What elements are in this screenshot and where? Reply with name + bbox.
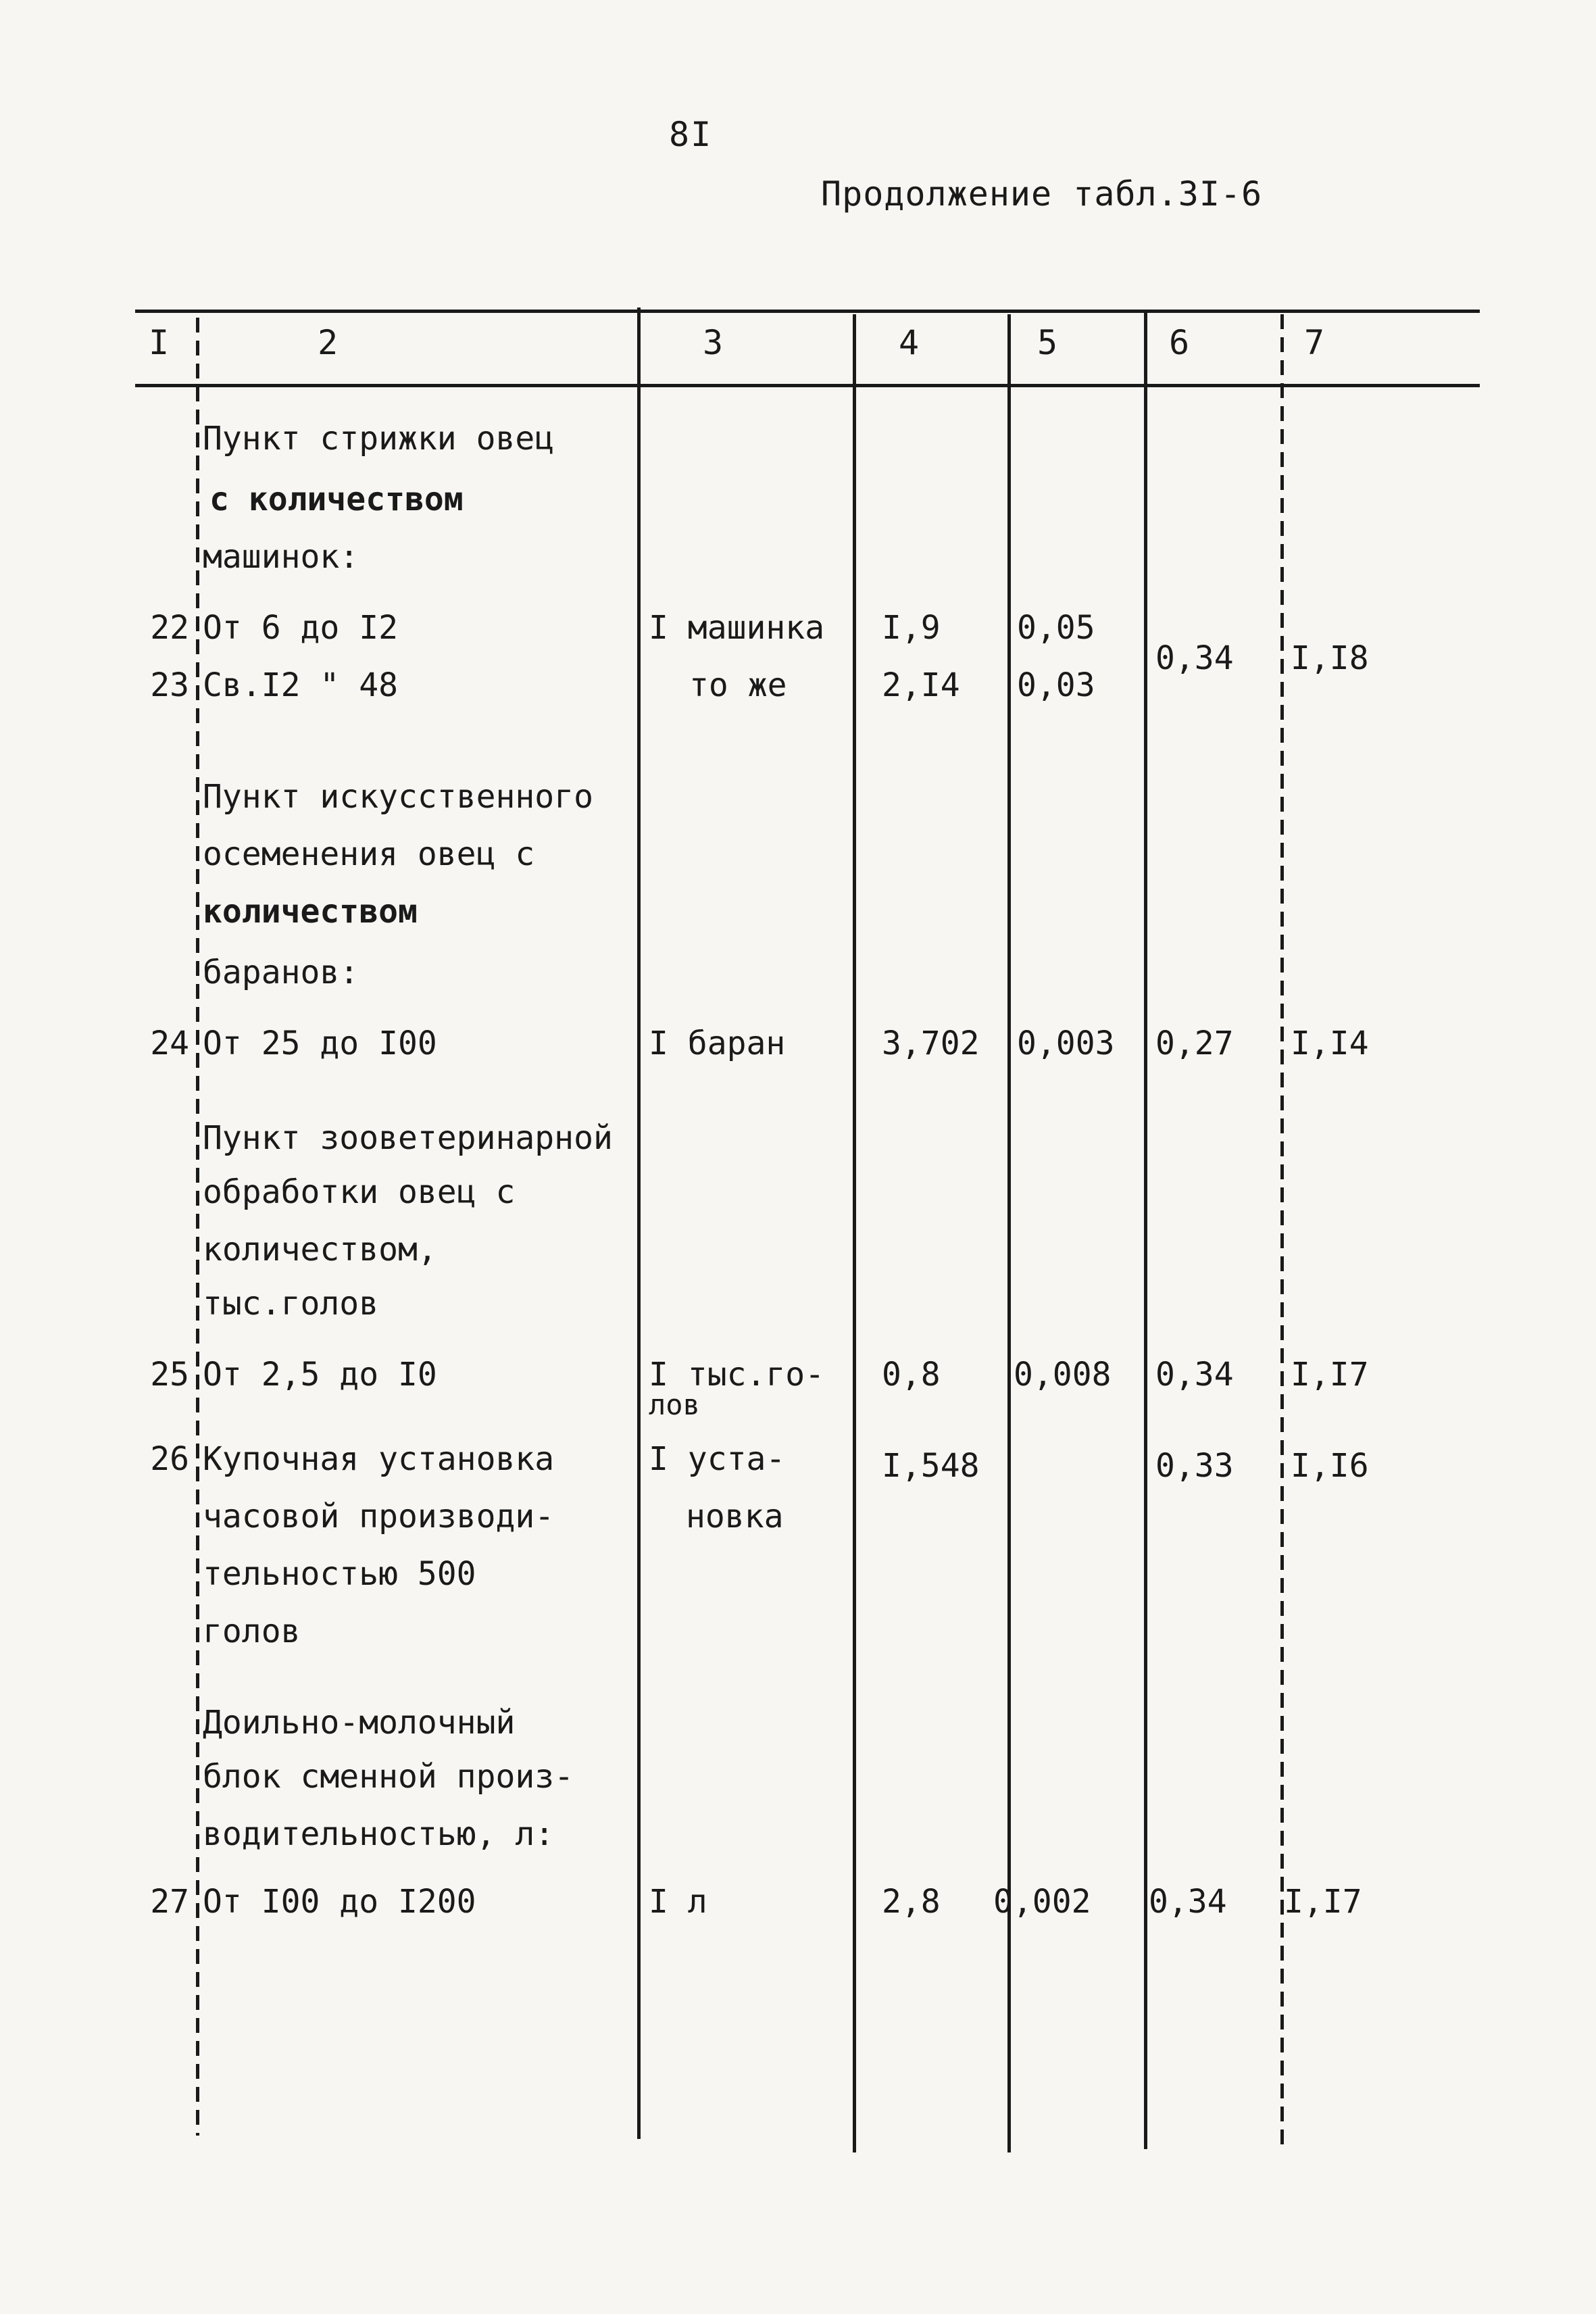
row-number: 22 (150, 609, 189, 647)
row-unit: I баран (649, 1025, 786, 1062)
row-unit: I л (649, 1883, 707, 1921)
section-title-line: голов (203, 1613, 301, 1650)
row-col5: 0,03 (1017, 666, 1095, 704)
row-col5: 0,05 (1017, 609, 1095, 647)
column-header-3: 3 (703, 323, 724, 362)
row-col4: I,548 (882, 1447, 980, 1485)
column-header-6: 6 (1169, 323, 1190, 362)
row-col7: I,I7 (1291, 1356, 1369, 1394)
table-continuation-caption: Продолжение табл.3I-6 (821, 174, 1263, 214)
section-title-line: осеменения овец с (203, 835, 535, 873)
section-title-line: Пункт искусственного (203, 778, 593, 816)
section-title-line: количеством, (203, 1231, 437, 1269)
row-unit-cont: новка (686, 1498, 784, 1535)
row-col6: 0,33 (1155, 1447, 1234, 1485)
row-number: 25 (150, 1356, 189, 1394)
row-name: От 2,5 до I0 (203, 1356, 437, 1394)
section-title-line: Пункт стрижки овец (203, 420, 555, 458)
section-title-line: обработки овец с (203, 1173, 516, 1211)
row-col6: 0,27 (1155, 1025, 1234, 1062)
column-divider-3 (853, 314, 856, 2152)
section-title-line: часовой производи- (203, 1498, 555, 1535)
row-col6: 0,34 (1155, 639, 1234, 677)
section-title-line: водительностью, л: (203, 1815, 555, 1853)
section-title-line: Пункт зооветеринарной (203, 1119, 613, 1157)
row-col5: 0,002 (993, 1883, 1091, 1921)
section-title-line: тельностью 500 (203, 1555, 476, 1593)
column-divider-4 (1007, 314, 1011, 2152)
section-title-line: баранов: (203, 954, 359, 991)
row-col7: I,I4 (1291, 1025, 1369, 1062)
row-name: Св.I2 " 48 (203, 666, 398, 704)
column-header-7: 7 (1304, 323, 1325, 362)
table-header-rule (135, 384, 1480, 387)
row-number: 26 (150, 1440, 189, 1478)
row-number: 27 (150, 1883, 189, 1921)
row-unit-cont: лов (649, 1388, 700, 1421)
row-unit: I уста- (649, 1440, 786, 1478)
column-header-4: 4 (899, 323, 920, 362)
row-col4: I,9 (882, 609, 941, 647)
column-header-1: I (149, 323, 170, 362)
row-name: От 6 до I2 (203, 609, 398, 647)
row-col4: 2,8 (882, 1883, 941, 1921)
section-title-line: количеством (203, 893, 418, 931)
row-number: 23 (150, 666, 189, 704)
row-col6: 0,34 (1149, 1883, 1227, 1921)
table-top-rule (135, 310, 1480, 313)
row-name: От I00 до I200 (203, 1883, 476, 1921)
section-title-line: Доильно-молочный (203, 1704, 516, 1742)
row-unit: I машинка (649, 609, 825, 647)
column-header-2: 2 (318, 323, 339, 362)
row-col5: 0,003 (1017, 1025, 1115, 1062)
section-title-line: Купочная установка (203, 1440, 555, 1478)
row-unit: то же (689, 666, 787, 704)
column-divider-6 (1280, 314, 1284, 2146)
row-col4: 0,8 (882, 1356, 941, 1394)
column-divider-2 (637, 307, 641, 2139)
row-unit: I тыс.го- (649, 1356, 825, 1394)
row-col7: I,I6 (1291, 1447, 1369, 1485)
section-title-line: машинок: (203, 538, 359, 576)
section-title-line: тыс.голов (203, 1285, 379, 1323)
section-title-line: блок сменной произ- (203, 1758, 574, 1796)
row-col4: 3,702 (882, 1025, 980, 1062)
row-col7: I,I8 (1291, 639, 1369, 677)
column-header-5: 5 (1037, 323, 1058, 362)
row-col5: 0,008 (1014, 1356, 1112, 1394)
row-number: 24 (150, 1025, 189, 1062)
row-col6: 0,34 (1155, 1356, 1234, 1394)
column-divider-5 (1144, 311, 1147, 2149)
column-divider-1 (196, 318, 199, 2136)
row-name: От 25 до I00 (203, 1025, 437, 1062)
page-number: 8I (669, 115, 713, 154)
row-col4: 2,I4 (882, 666, 960, 704)
row-col7: I,I7 (1284, 1883, 1362, 1921)
section-title-line: с количеством (209, 481, 464, 518)
